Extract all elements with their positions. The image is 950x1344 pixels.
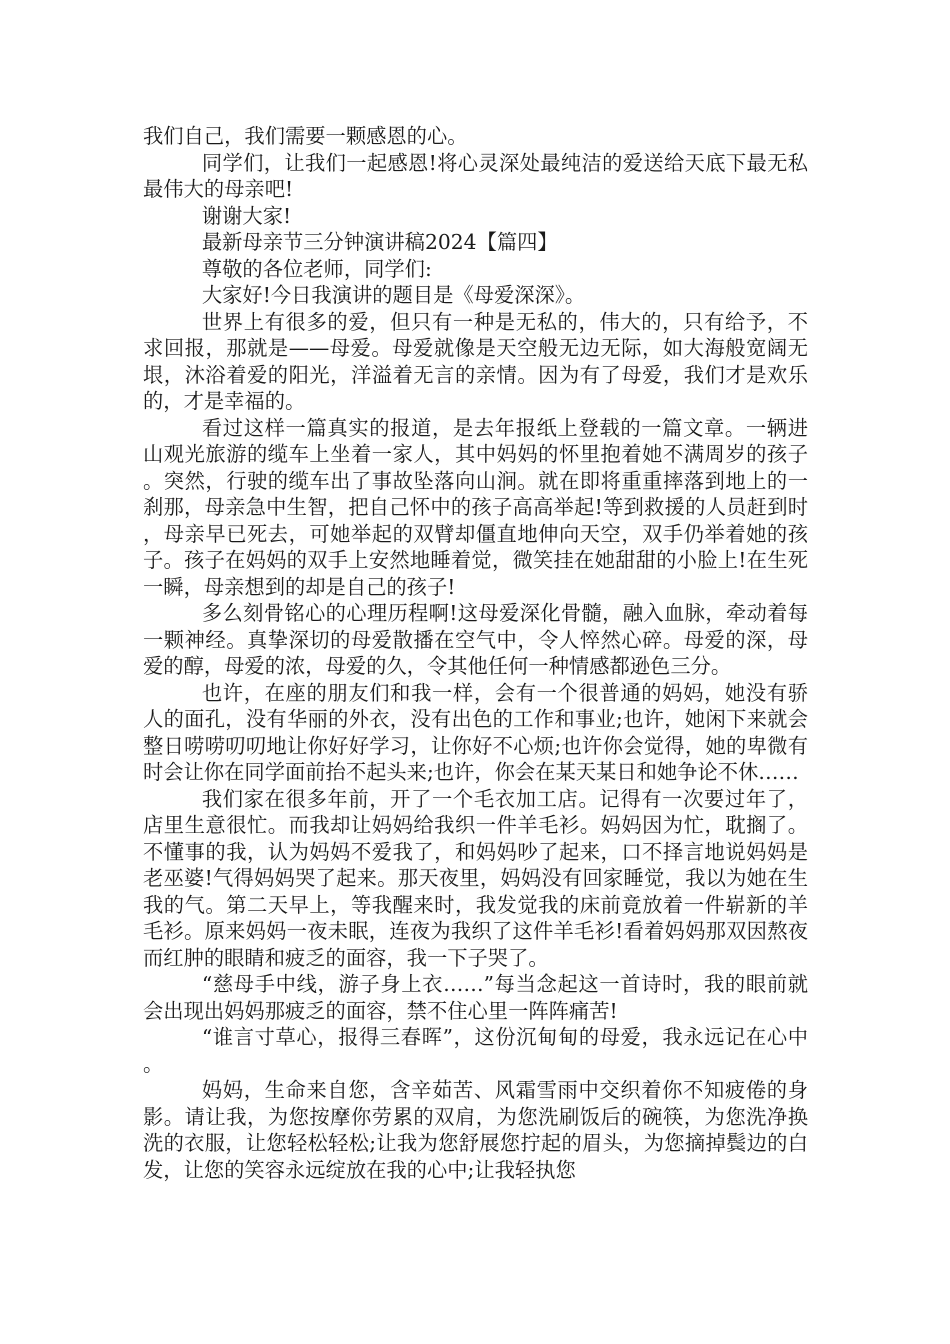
paragraph-thanks: 谢谢大家! — [201, 203, 292, 228]
paragraph: 我们家在很多年前，开了一个毛衣加工店。记得有一次要过年了，店里生意很忙。而我却让妈妈给我织一件羊毛衫。妈妈因为忙，耽搁了。不懂事的我，认为妈妈不爱我了，和妈妈吵了起来，口不择言地说妈妈是老巫婆!气得妈妈哭了起来。那天夜里，妈妈没有回家睡觉，我以为她在生我的气。第二天早上，等我醒来时，我发觉我的床前竟放着一件崭新的羊毛衫。原来妈妈一夜未眠，连夜为我织了这件羊毛衫!看着妈妈那双因熬夜而红肿的眼睛和疲乏的面容，我一下子哭了。 — [143, 786, 808, 970]
speech-title-line: 大家好!今日我演讲的题目是《母爱深深》。 — [201, 283, 586, 307]
paragraph: 也许，在座的朋友们和我一样，会有一个很普通的妈妈，她没有骄人的面孔，没有华丽的外衣，没有出色的工作和事业;也许，她闲下来就会整日唠唠叨叨地让你好好学习，让你好不心烦;也许你会觉得，她的卑微有时会让你在同学面前抬不起头来;也许，你会在某天某日和她争论不休…… — [143, 680, 808, 784]
paragraph: 看过这样一篇真实的报道，是去年报纸上登载的一篇文章。一辆进山观光旅游的缆车上坐着一家人，其中妈妈的怀里抱着她不满周岁的孩子。突然，行驶的缆车出了事故坠落向山涧。就在即将重重摔落到地上的一刹那，母亲急中生智，把自己怀中的孩子高高举起!等到救援的人员赶到时，母亲早已死去，可她举起的双臂却僵直地伸向天空，双手仍举着她的孩子。孩子在妈妈的双手上安然地睡着觉，微笑挂在她甜甜的小脸上!在生死一瞬，母亲想到的却是自己的孩子! — [143, 415, 808, 599]
salutation: 尊敬的各位老师，同学们: — [201, 256, 432, 281]
paragraph: 世界上有很多的爱，但只有一种是无私的，伟大的，只有给予，不求回报，那就是——母爱。母爱就像是天空般无边无际，如大海般宽阔无垠，沐浴着爱的阳光，洋溢着无言的亲情。因为有了母爱，我们才是欢乐的，才是幸福的。 — [143, 309, 808, 413]
paragraph-poem-quote: “谁言寸草心，报得三春晖”，这份沉甸甸的母爱，我永远记在心中。 — [143, 1025, 808, 1076]
paragraph: 妈妈，生命来自您，含辛茹苦、风霜雪雨中交织着你不知疲倦的身影。请让我，为您按摩你劳累的双肩，为您洗刷饭后的碗筷，为您洗净换洗的衣服，让您轻松轻松;让我为您舒展您拧起的眉头，为您摘掉鬓边的白发，让您的笑容永远绽放在我的心中;让我轻执您 — [143, 1078, 808, 1182]
paragraph: 同学们，让我们一起感恩!将心灵深处最纯洁的爱送给天底下最无私最伟大的母亲吧! — [143, 150, 808, 201]
document-body — [143, 123, 808, 1183]
paragraph-continuation: 我们自己，我们需要一颗感恩的心。 — [143, 124, 468, 148]
section-heading: 最新母亲节三分钟演讲稿2024【篇四】 — [201, 230, 558, 254]
paragraph-poem-quote: “慈母手中线，游子身上衣……”每当念起这一首诗时，我的眼前就会出现出妈妈那疲乏的面容，禁不住心里一阵阵痛苦! — [143, 972, 808, 1023]
paragraph: 多么刻骨铭心的心理历程啊!这母爱深化骨髓，融入血脉，牵动着每一颗神经。真挚深切的母爱散播在空气中，令人悴然心碎。母爱的深，母爱的醇，母爱的浓，母爱的久，令其他任何一种情感都逊色三分。 — [143, 601, 808, 678]
